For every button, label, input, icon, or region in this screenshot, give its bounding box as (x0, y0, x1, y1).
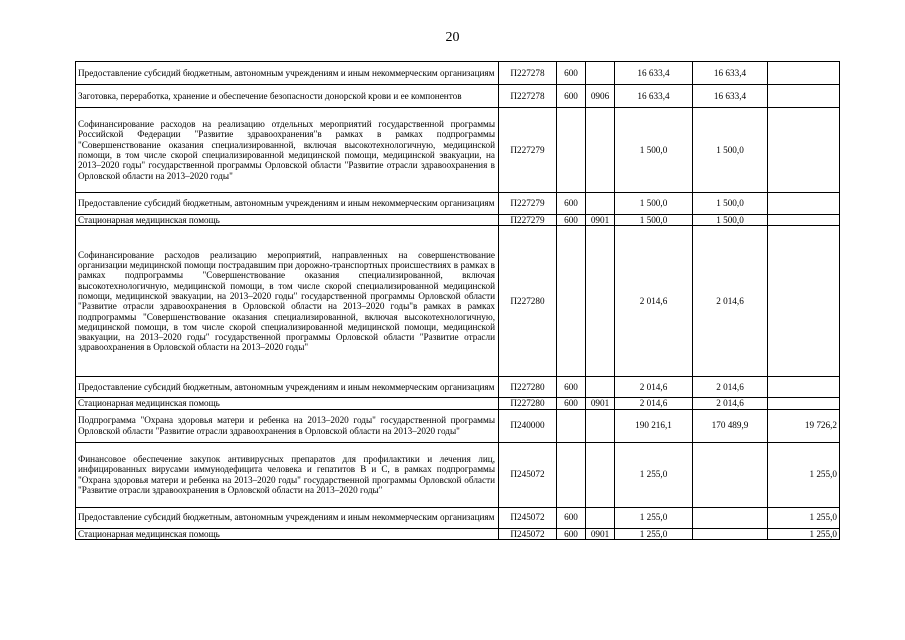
table-row (76, 193, 840, 215)
table-row (76, 226, 840, 377)
row-vr: 600 (557, 398, 586, 409)
row-sum-1: 190 216,1 (615, 409, 693, 442)
row-sum-3 (768, 398, 840, 409)
row-vr: 600 (557, 193, 586, 215)
table-row (76, 377, 840, 398)
row-sum-2: 2 014,6 (693, 398, 768, 409)
row-rz: 0906 (586, 85, 615, 108)
row-rz (586, 507, 615, 528)
row-code: П227280 (499, 398, 557, 409)
row-code: П227279 (499, 215, 557, 226)
row-vr: 600 (557, 528, 586, 539)
row-sum-2 (693, 442, 768, 507)
row-code: П227278 (499, 62, 557, 85)
row-name: Подпрограмма "Охрана здоровья матери и ребенка на 2013–2020 годы" государственной программы Орловской области "Развитие отрасли здравоохранения в Орловской области на 2013–2020 годы" (76, 409, 499, 442)
row-code: П245072 (499, 507, 557, 528)
row-rz (586, 62, 615, 85)
row-sum-1: 2 014,6 (615, 398, 693, 409)
table-row (76, 507, 840, 528)
row-name: Стационарная медицинская помощь (76, 528, 499, 539)
row-name: Заготовка, переработка, хранение и обеспечение безопасности донорской крови и ее компонентов (76, 85, 499, 108)
row-sum-2: 16 633,4 (693, 85, 768, 108)
table-row (76, 528, 840, 539)
row-sum-3 (768, 193, 840, 215)
row-sum-1: 2 014,6 (615, 377, 693, 398)
row-sum-1: 2 014,6 (615, 226, 693, 377)
row-sum-2 (693, 507, 768, 528)
row-sum-1: 1 500,0 (615, 193, 693, 215)
row-code: П245072 (499, 442, 557, 507)
row-sum-1: 16 633,4 (615, 85, 693, 108)
row-sum-1: 1 500,0 (615, 108, 693, 193)
row-sum-3: 19 726,2 (768, 409, 840, 442)
table-row (76, 62, 840, 85)
row-vr (557, 409, 586, 442)
row-rz (586, 108, 615, 193)
row-name: Стационарная медицинская помощь (76, 215, 499, 226)
row-sum-3: 1 255,0 (768, 507, 840, 528)
row-sum-2 (693, 528, 768, 539)
row-sum-1: 1 255,0 (615, 507, 693, 528)
table-row (76, 85, 840, 108)
row-sum-3 (768, 215, 840, 226)
row-sum-3 (768, 377, 840, 398)
row-name: Предоставление субсидий бюджетным, автономным учреждениям и иным некоммерческим организациям (76, 377, 499, 398)
row-code: П240000 (499, 409, 557, 442)
row-vr (557, 108, 586, 193)
row-rz (586, 377, 615, 398)
row-vr: 600 (557, 507, 586, 528)
row-name: Предоставление субсидий бюджетным, автономным учреждениям и иным некоммерческим организациям (76, 507, 499, 528)
row-name: Софинансирование расходов на реализацию отдельных мероприятий государственной программы Российской Федерации "Развитие здравоохранения"в рамках в рамках подпрограммы "Совершенствование оказания специализированной, включая высокотехнологичную, медицинской помощи, в том числе скорой специализированной медицинской помощи, медицинской эвакуации, на 2013–2020 годы" государственной программы Орловской области "Развитие отрасли здравоохранения в Орловской области на 2013–2020 годы" (76, 108, 499, 193)
row-rz: 0901 (586, 215, 615, 226)
row-code: П245072 (499, 528, 557, 539)
row-sum-2: 1 500,0 (693, 193, 768, 215)
row-sum-2: 2 014,6 (693, 226, 768, 377)
row-rz: 0901 (586, 398, 615, 409)
row-rz (586, 442, 615, 507)
row-rz (586, 226, 615, 377)
row-rz (586, 193, 615, 215)
row-rz: 0901 (586, 528, 615, 539)
row-vr (557, 226, 586, 377)
row-rz (586, 409, 615, 442)
table-row (76, 442, 840, 507)
table-row (76, 108, 840, 193)
row-sum-3 (768, 62, 840, 85)
row-sum-1: 1 255,0 (615, 442, 693, 507)
budget-table (75, 61, 840, 540)
row-sum-2: 1 500,0 (693, 108, 768, 193)
row-code: П227279 (499, 193, 557, 215)
row-sum-2: 1 500,0 (693, 215, 768, 226)
row-name: Предоставление субсидий бюджетным, автономным учреждениям и иным некоммерческим организациям (76, 62, 499, 85)
row-sum-2: 170 489,9 (693, 409, 768, 442)
row-vr (557, 442, 586, 507)
row-vr: 600 (557, 215, 586, 226)
row-vr: 600 (557, 377, 586, 398)
table-row (76, 215, 840, 226)
row-name: Софинансирование расходов реализацию мероприятий, направленных на совершенствование организации медицинской помощи пострадавшим при дорожно-транспортных происшествиях в рамках в рамках подпрограммы "Совершенствование оказания специализированной, включая высокотехнологичную, медицинской помощи, в том числе скорой специализированной медицинской помощи, медицинской эвакуации, на 2013–2020 годы" государственной программы Орловской области "Развитие отрасли здравоохранения в Орловской области на 2013–2020 годы"в рамках в рамках подпрограммы "Совершенствование оказания специализированной, включая высокотехнологичную, медицинской помощи, в том числе скорой специализированной медицинской помощи, медицинской эвакуации, на 2013–2020 годы" государственной программы Орловской области "Развитие отрасли здравоохранения в Орловской области на 2013–2020 годы" (76, 226, 499, 377)
row-code: П227279 (499, 108, 557, 193)
row-sum-3: 1 255,0 (768, 528, 840, 539)
row-code: П227280 (499, 226, 557, 377)
row-sum-3 (768, 226, 840, 377)
row-sum-3 (768, 108, 840, 193)
row-code: П227280 (499, 377, 557, 398)
row-code: П227278 (499, 85, 557, 108)
page-number: 20 (445, 30, 460, 45)
table-row (76, 409, 840, 442)
row-name: Финансовое обеспечение закупок антивирусных препаратов для профилактики и лечения лиц, инфицированных вирусами иммунодефицита человека и гепатитов В и С, в рамках подпрограммы "Охрана здоровья матери и ребенка на 2013–2020 годы" государственной программы Орловской области "Развитие отрасли здравоохранения в Орловской области на 2013–2020 годы" (76, 442, 499, 507)
table-row (76, 398, 840, 409)
row-sum-1: 1 255,0 (615, 528, 693, 539)
row-sum-3: 1 255,0 (768, 442, 840, 507)
row-name: Предоставление субсидий бюджетным, автономным учреждениям и иным некоммерческим организациям (76, 193, 499, 215)
row-vr: 600 (557, 62, 586, 85)
row-sum-2: 2 014,6 (693, 377, 768, 398)
row-sum-2: 16 633,4 (693, 62, 768, 85)
row-sum-1: 16 633,4 (615, 62, 693, 85)
row-vr: 600 (557, 85, 586, 108)
row-sum-3 (768, 85, 840, 108)
row-sum-1: 1 500,0 (615, 215, 693, 226)
row-name: Стационарная медицинская помощь (76, 398, 499, 409)
